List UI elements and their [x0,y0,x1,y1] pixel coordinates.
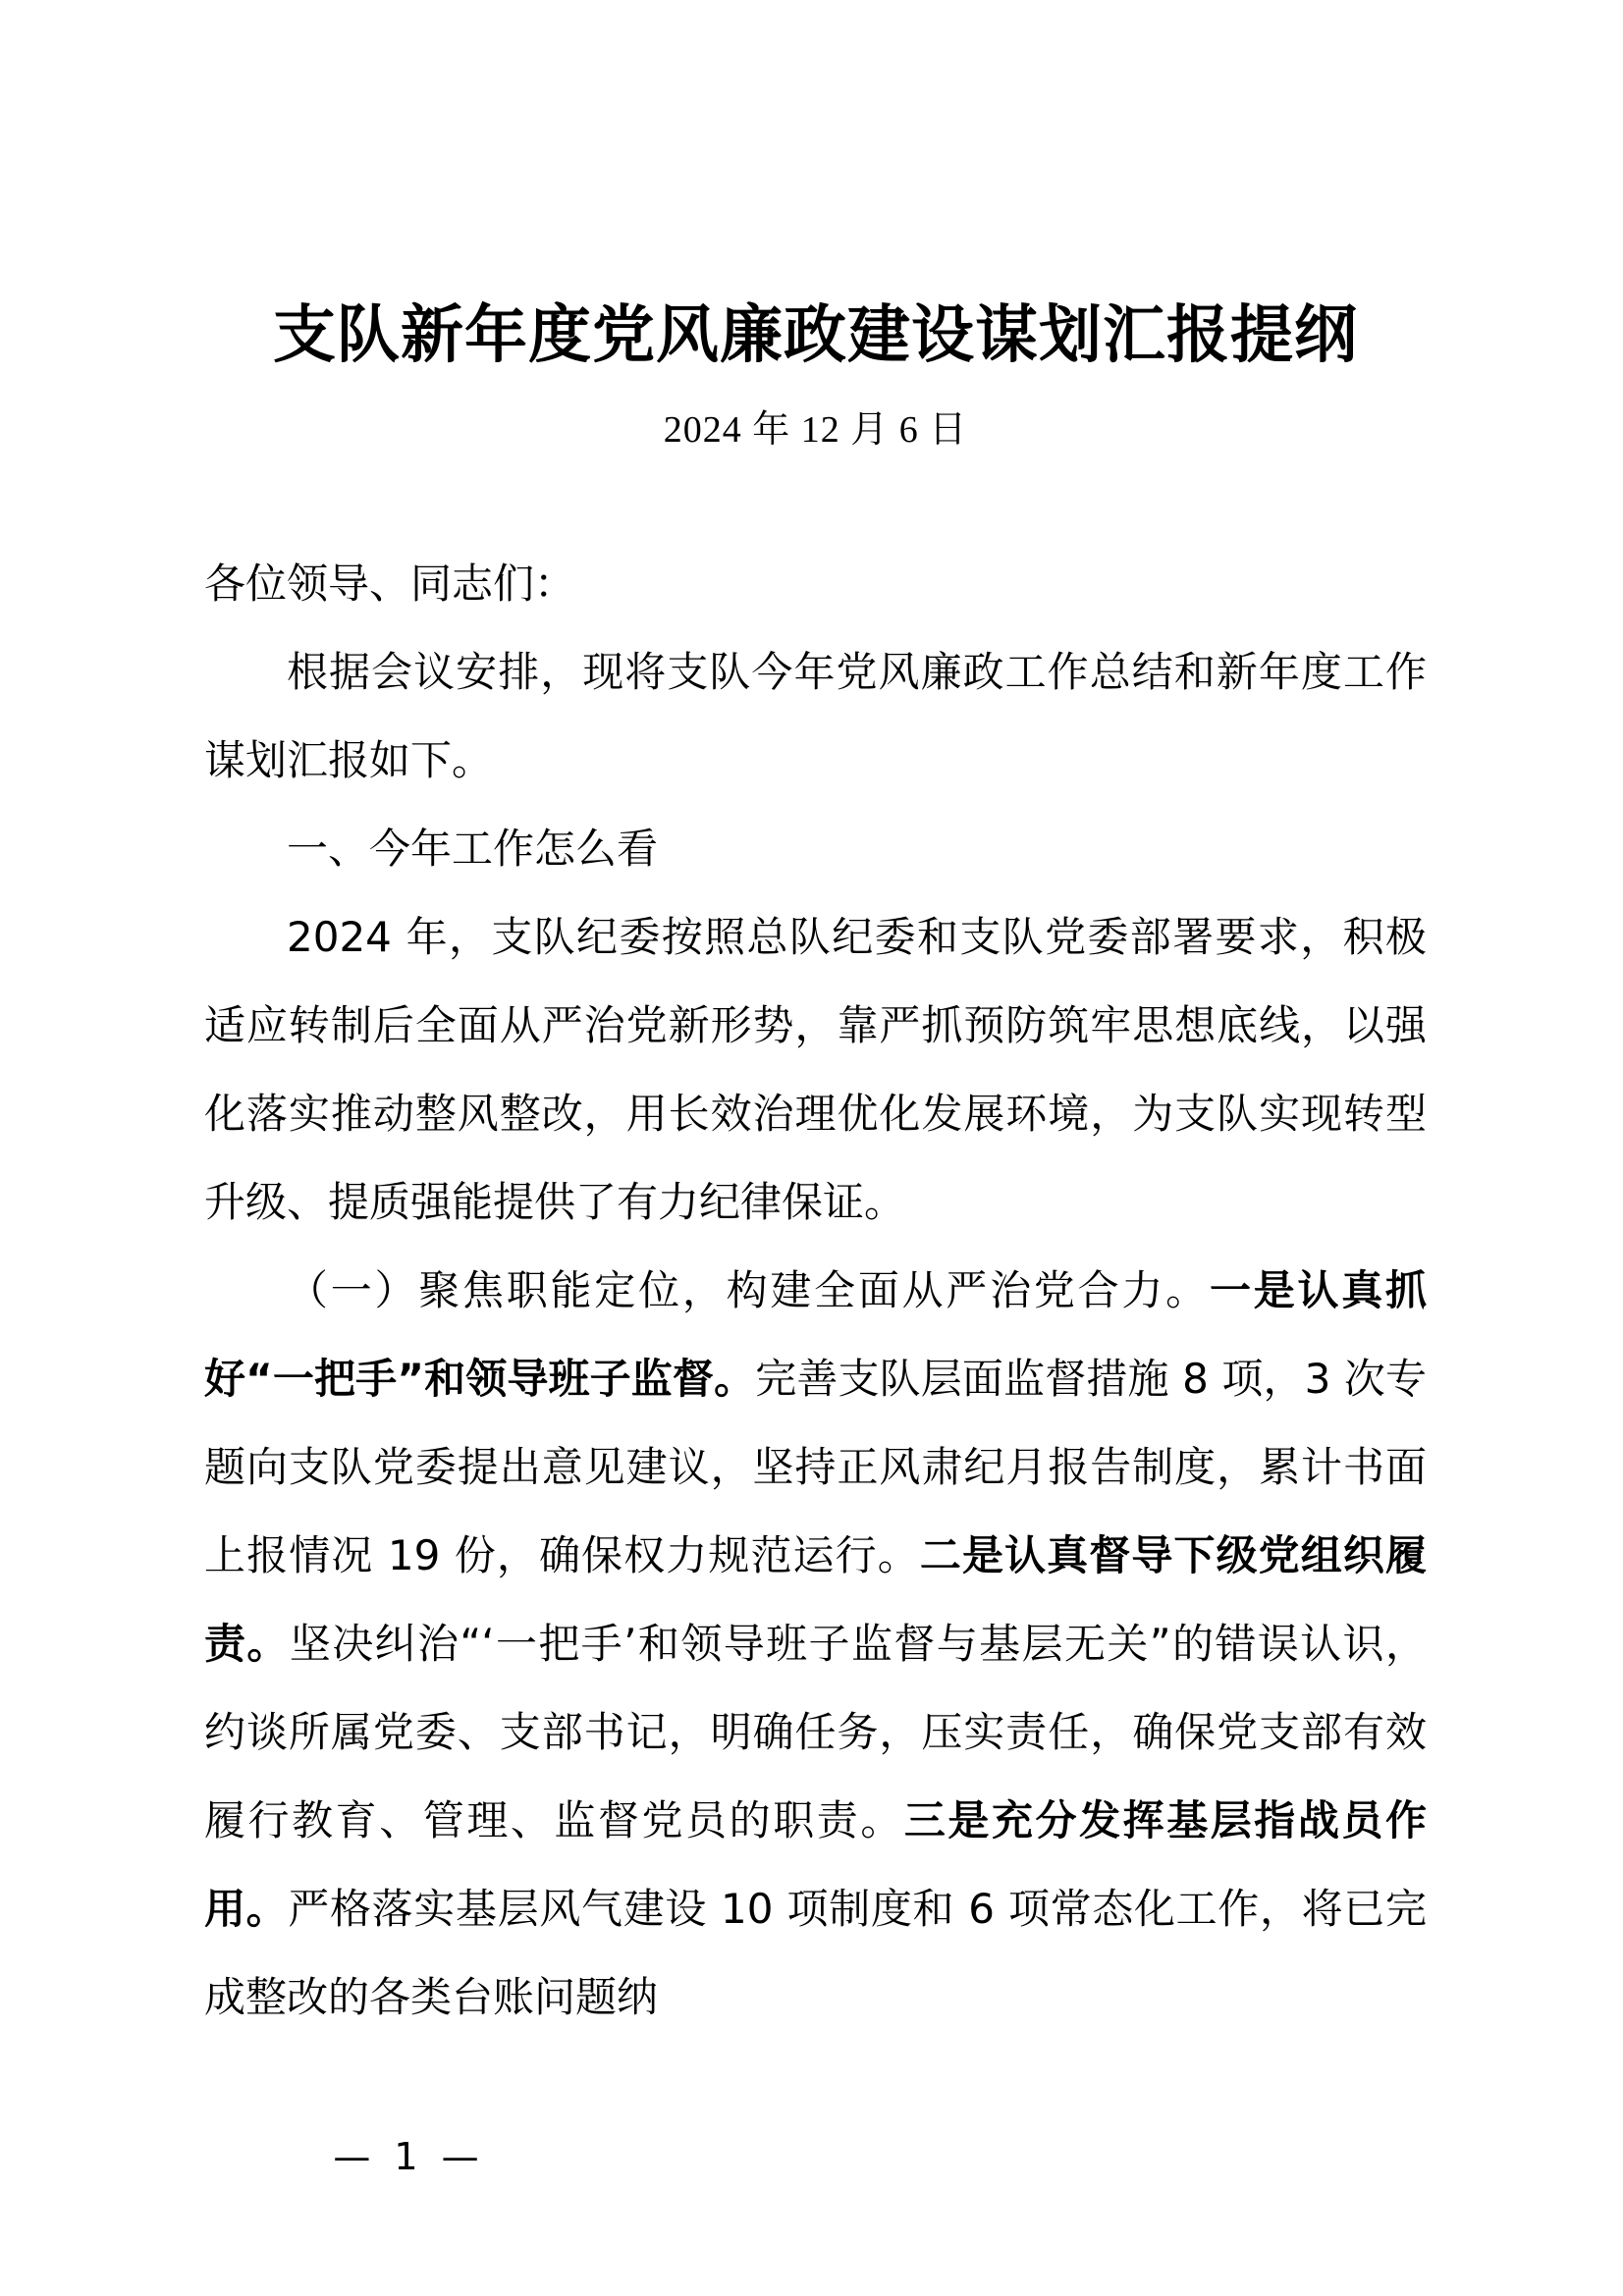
salutation-line: 各位领导、同志们： [204,560,576,608]
subsection-one-point-one-text: 完善支队层面监督措施 8 项，3 次专题向支队党委提出意见建议，坚持正风肃纪月报告制度，累计书面上报情况 19 份，确保权力规范运行。 [204,1355,1427,1579]
document-date: 2024 年 12 月 6 日 [663,409,968,451]
subsection-one-point-two-label: 二是认真督导下级党组织履责。 [204,1531,1427,1668]
document-content [204,0,1427,2296]
intro-paragraph: 根据会议安排，现将支队今年党风廉政工作总结和新年度工作谋划汇报如下。 [204,648,1427,784]
subsection-one-point-one-label: 一是认真抓好“一把手”和领导班子监督。 [204,1266,1427,1403]
subsection-one-lead: （一）聚焦职能定位，构建全面从严治党合力。 [287,1266,1210,1314]
document-body [204,540,1427,2042]
subsection-one-point-three-label: 三是充分发挥基层指战员作用。 [204,1796,1427,1933]
page-title: 支队新年度党风廉政建设谋划汇报提纲 [273,300,1358,370]
subsection-one-paragraph [204,1247,1427,2042]
section-heading-one: 一、今年工作怎么看 [287,825,659,873]
page-number: — 1 — [333,2135,485,2178]
page-footer [0,2135,1623,2178]
subsection-one-point-two-text: 坚决纠治“‘一把手’和领导班子监督与基层无关”的错误认识，约谈所属党委、支部书记，明确任务，压实责任，确保党支部有效履行教育、管理、监督党员的职责。 [204,1620,1427,1844]
year-summary-paragraph: 2024 年，支队纪委按照总队纪委和支队党委部署要求，积极适应转制后全面从严治党新形势，靠严抓预防筑牢思想底线，以强化落实推动整风整改，用长效治理优化发展环境，为支队实现转型升级、提质强能提供了有力纪律保证。 [204,913,1427,1226]
subsection-one-point-three-text: 严格落实基层风气建设 10 项制度和 6 项常态化工作，将已完成整改的各类台账问题纳 [204,1885,1427,2021]
